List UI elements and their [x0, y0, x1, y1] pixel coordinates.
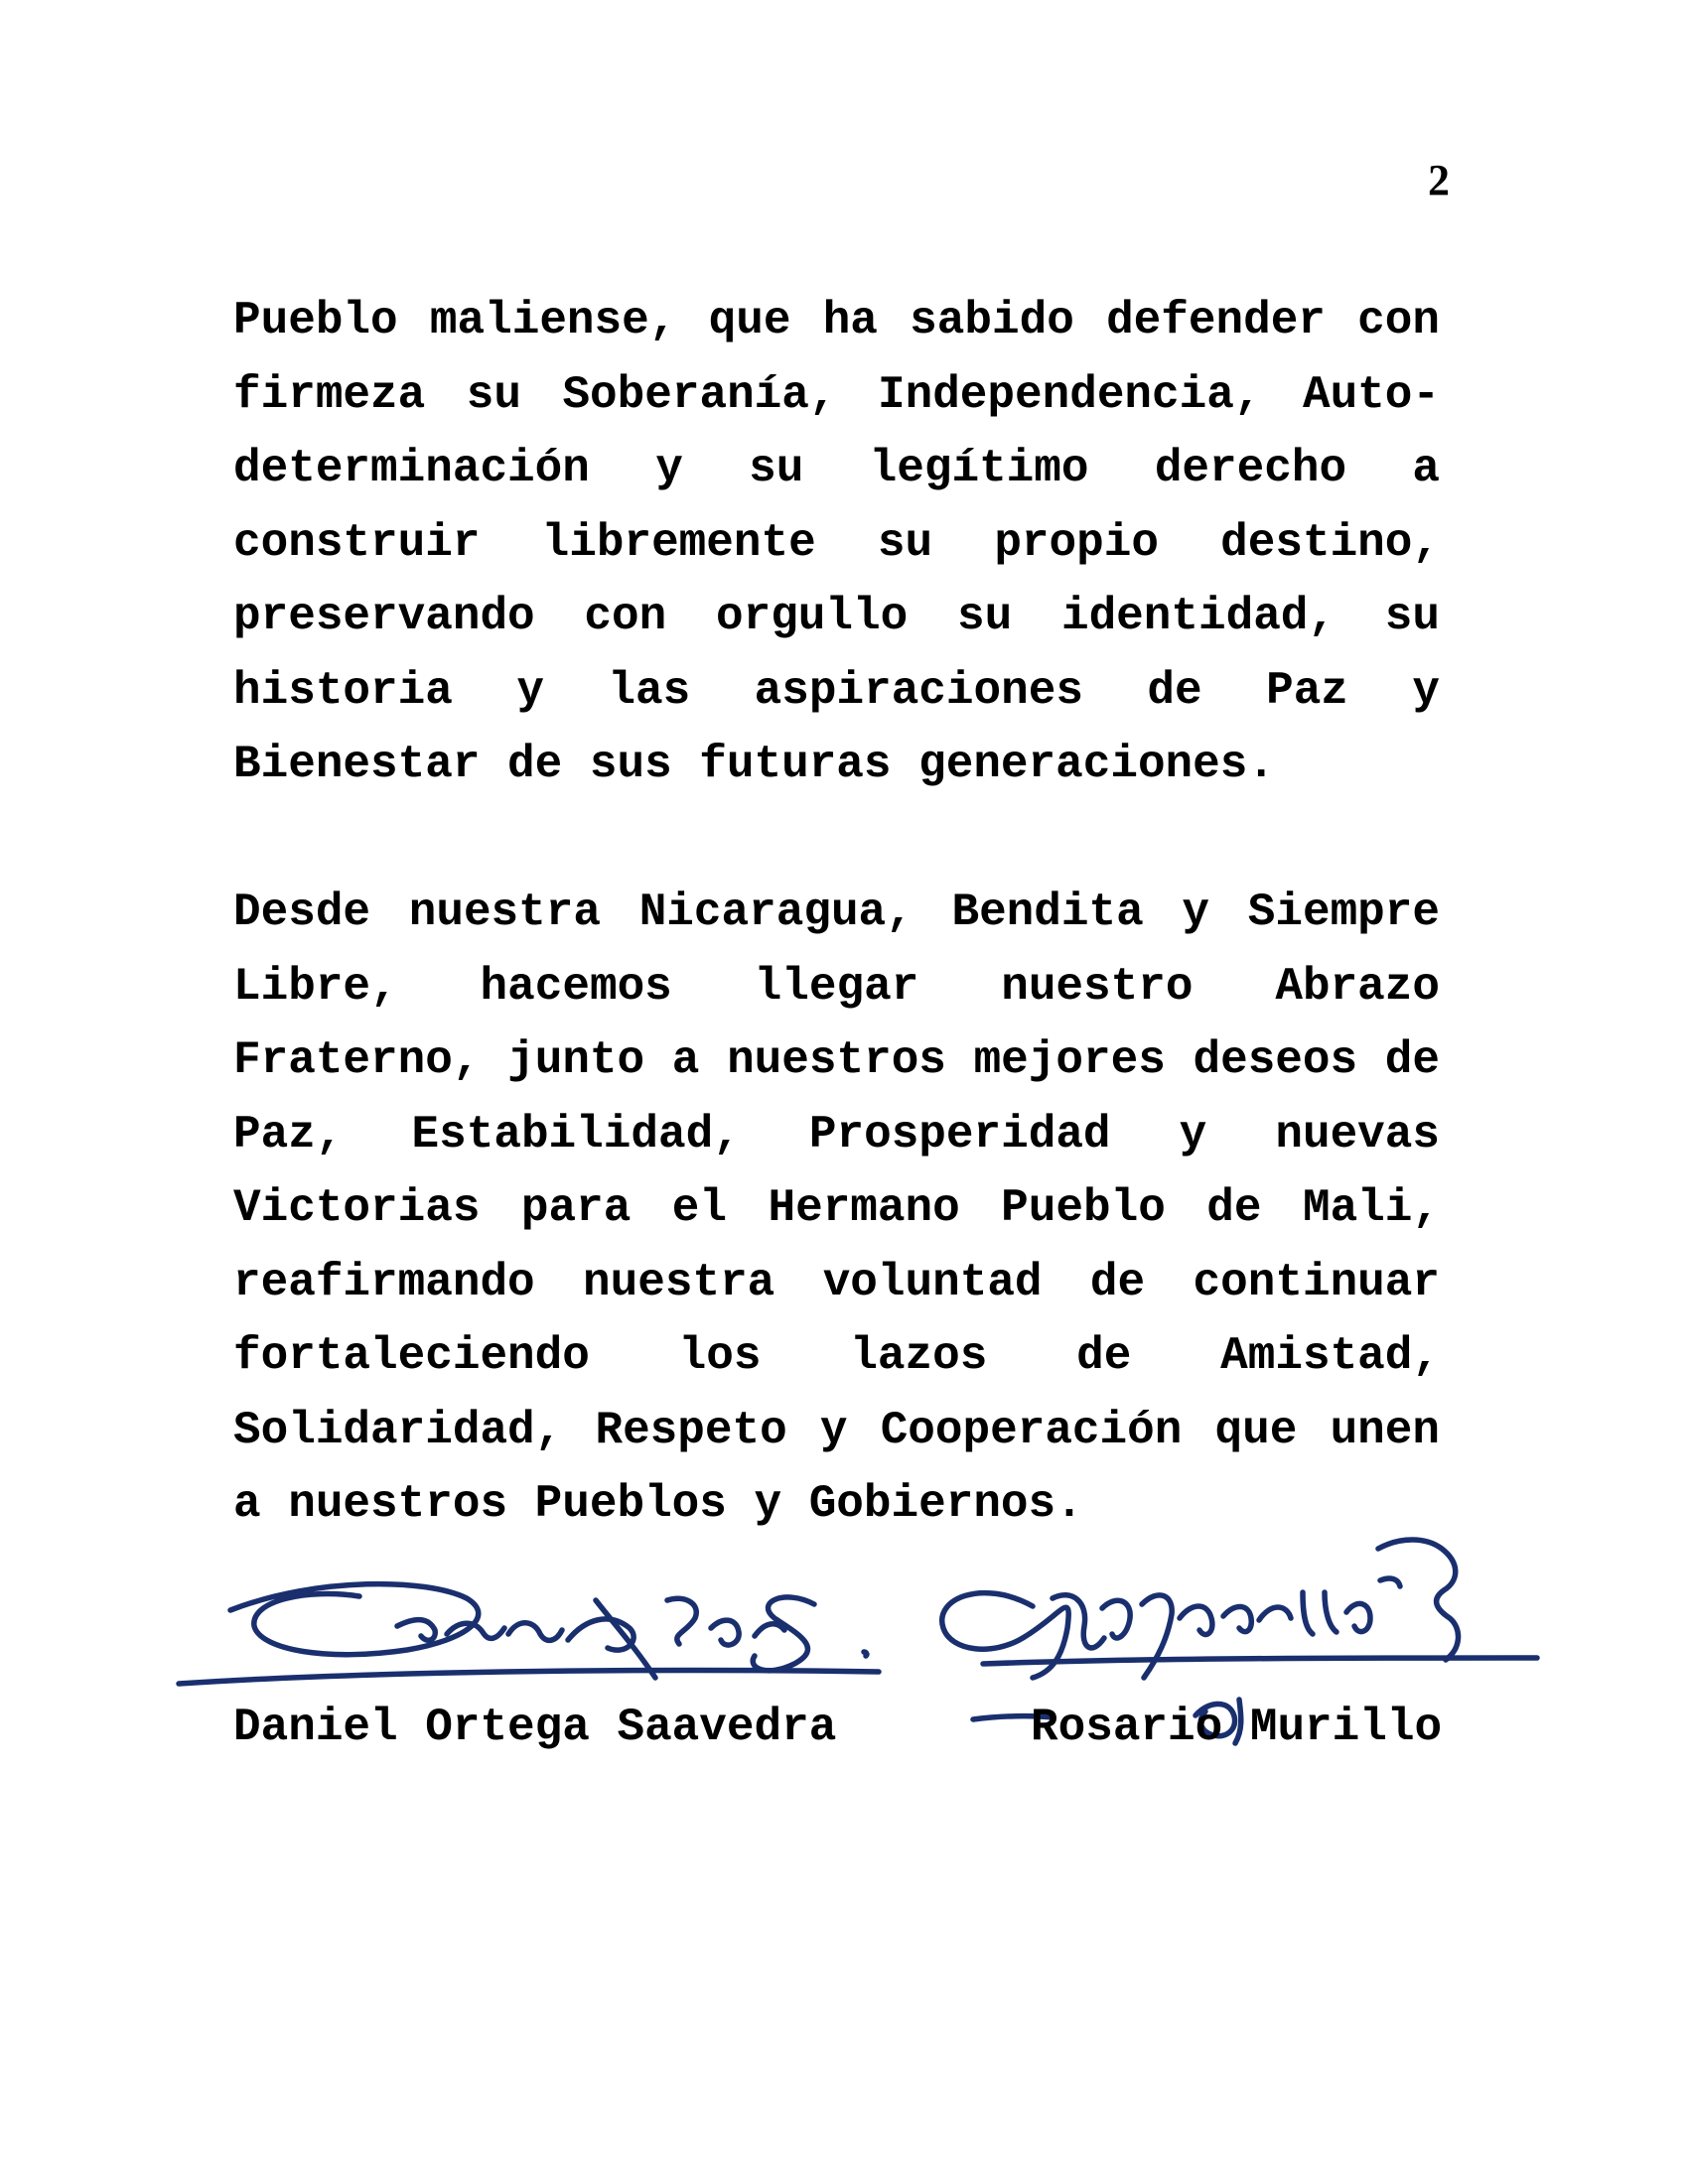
- signatory-name-right: Rosario Murillo: [1031, 1702, 1443, 1753]
- page-number: 2: [1428, 156, 1450, 205]
- letter-paragraph-2: Desde nuestra Nicaragua, Bendita y Siempre Libre, hacemos llegar nuestro Abrazo Fraterno, junto a nuestros mejores deseos de Paz, Estabilidad, Prosperidad y nuevas Victorias para el Hermano Pueblo de Mali, reafirmando nuestra voluntad de continuar fortaleciendo los lazos de Amistad, Solidaridad, Respeto y Cooperación que unen a nuestros Pueblos y Gobiernos.: [233, 887, 1440, 1530]
- signature-left-image: [179, 1584, 879, 1684]
- signatory-name-left: Daniel Ortega Saavedra: [233, 1702, 837, 1753]
- letter-paragraph-1: Pueblo maliense, que ha sabido defender con firmeza su Soberanía, Independencia, Autodeterminación y su legítimo derecho a construir libremente su propio destino, preservando con orgullo su identidad, su historia y las aspiraciones de Paz y Bienestar de sus futuras generaciones.: [233, 295, 1440, 790]
